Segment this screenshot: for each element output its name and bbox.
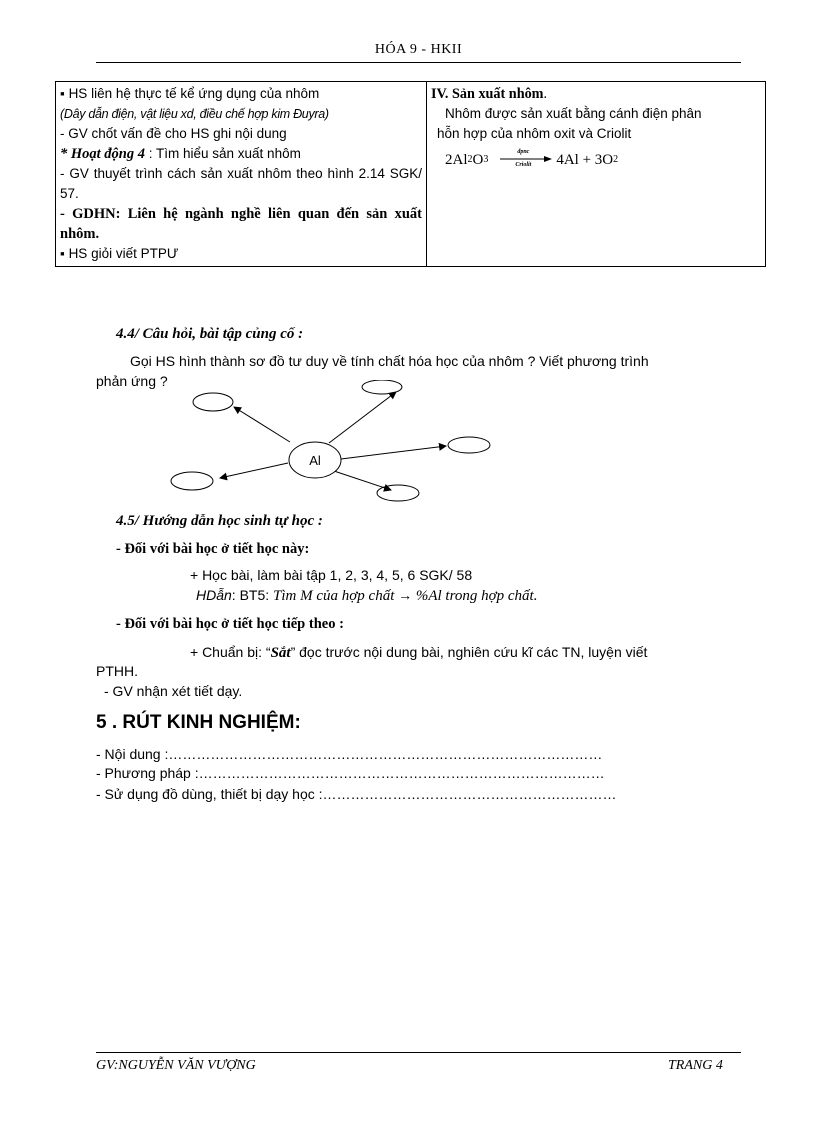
eq-sub: 3 [483, 154, 489, 165]
question-line-1: Gọi HS hình thành sơ đồ tư duy về tính chất hóa học của nhôm ? Viết phương trình [130, 353, 649, 369]
right-text-1: Nhôm được sản xuất bằng cánh điện phân [445, 106, 702, 121]
review-method: - Phương pháp :…………………………………………………………………………… [96, 765, 605, 781]
hint-line [196, 585, 537, 606]
review-content: - Nội dung :………………………………………………………………………………… [96, 746, 603, 762]
left-line-1: HS liên hệ thực tế kể ứng dụng của nhôm [68, 86, 320, 101]
center-node-label: Al [309, 453, 321, 468]
footer-author: GV:NGUYỄN VĂN VƯỢNG [96, 1058, 256, 1073]
arrow-to-top-right [329, 392, 396, 443]
hint-italic: Tìm M của hợp chất [273, 588, 399, 604]
hint-text: : BT5: [231, 587, 274, 603]
eq-condition-top: đpnc [517, 149, 530, 155]
arrow-to-bottom-left [220, 463, 288, 478]
hint-end: %Al trong hợp chất. [412, 588, 538, 604]
activity-4-label: * Hoạt động 4 [60, 146, 145, 162]
page-header-title: HÓA 9 - HKII [374, 42, 463, 57]
task-current: + Học bài, làm bài tập 1, 2, 3, 4, 5, 6 SGK/ 58 [190, 567, 473, 583]
task-next-continued: PTHH. [96, 663, 138, 679]
eq-sub: 2 [467, 154, 473, 165]
left-line-7: HS giỏi viết PTPƯ [68, 246, 179, 261]
heading-dot: . [543, 86, 548, 102]
left-line-2: (Dây dẫn điện, vật liệu xd, điều chế hợp kim Đuyra) [60, 107, 329, 121]
left-line-3: - GV chốt vấn đề cho HS ghi nội dung [60, 126, 287, 141]
reaction-arrow [500, 150, 552, 170]
bullet: ▪ [60, 86, 65, 101]
gv-comment: - GV nhận xét tiết dạy. [104, 683, 243, 699]
eq-oxygen: O [472, 152, 484, 168]
left-line-5: - GV thuyết trình cách sản xuất nhôm theo hình 2.14 SGK/ 57. [60, 166, 422, 201]
table-left-cell [56, 82, 427, 267]
task-next-c: ” đọc trước nội dung bài, nghiên cứu kĩ các TN, luyện viết [290, 644, 648, 660]
mind-map-node-right [448, 437, 490, 453]
arrow-to-bottom-right [334, 471, 391, 490]
eq-condition-bottom: Criolit [515, 162, 532, 168]
mind-map-node-top-right [362, 380, 402, 394]
mind-map-diagram [160, 380, 500, 505]
lesson-table [55, 81, 766, 267]
footer-rule [96, 1052, 741, 1053]
mind-map-node-bottom-left [171, 472, 213, 490]
mind-map-node-top-left [193, 393, 233, 411]
footer-page-number: TRANG 4 [668, 1058, 723, 1073]
left-line-6: - GDHN: Liên hệ ngành nghề liên quan đến sản xuất nhôm. [60, 206, 422, 242]
eq-sub: 2 [613, 154, 619, 165]
section-4-5-title: 4.5/ Hướng dẫn học sinh tự học : [116, 513, 323, 529]
eq-products: 4Al + 3O [556, 152, 614, 168]
right-text-2: hỗn hợp của nhôm oxit và Criolit [437, 126, 632, 141]
section-4-4-title: 4.4/ Câu hỏi, bài tập củng cố : [116, 326, 304, 342]
question-line-2: phản ứng ? [96, 373, 168, 389]
eq-reactant: 2Al [445, 152, 468, 168]
sub-heading-current: - Đối với bài học ở tiết học này: [116, 541, 310, 557]
arrow-to-top-left [234, 407, 290, 442]
task-next [190, 642, 647, 663]
arrow-to-right [341, 446, 446, 459]
header-rule [96, 62, 741, 63]
bullet: ▪ [60, 246, 65, 261]
table-right-cell [427, 82, 766, 267]
electrolysis-equation [431, 150, 761, 170]
section-iv-heading: IV. Sản xuất nhôm [431, 86, 544, 102]
task-next-a: + Chuẩn bị: “ [190, 644, 271, 660]
section-5-title: 5 . RÚT KINH NGHIỆM: [96, 712, 301, 733]
task-next-topic: Sắt [270, 645, 291, 661]
review-equipment: - Sử dụng đồ dùng, thiết bị dạy học :……………………………………………………… [96, 786, 617, 802]
arrow-icon: → [398, 587, 413, 603]
activity-4-text: : Tìm hiểu sản xuất nhôm [145, 146, 301, 161]
sub-heading-next: - Đối với bài học ở tiết học tiếp theo : [116, 616, 344, 632]
hint-label: HDẫn [196, 587, 232, 603]
